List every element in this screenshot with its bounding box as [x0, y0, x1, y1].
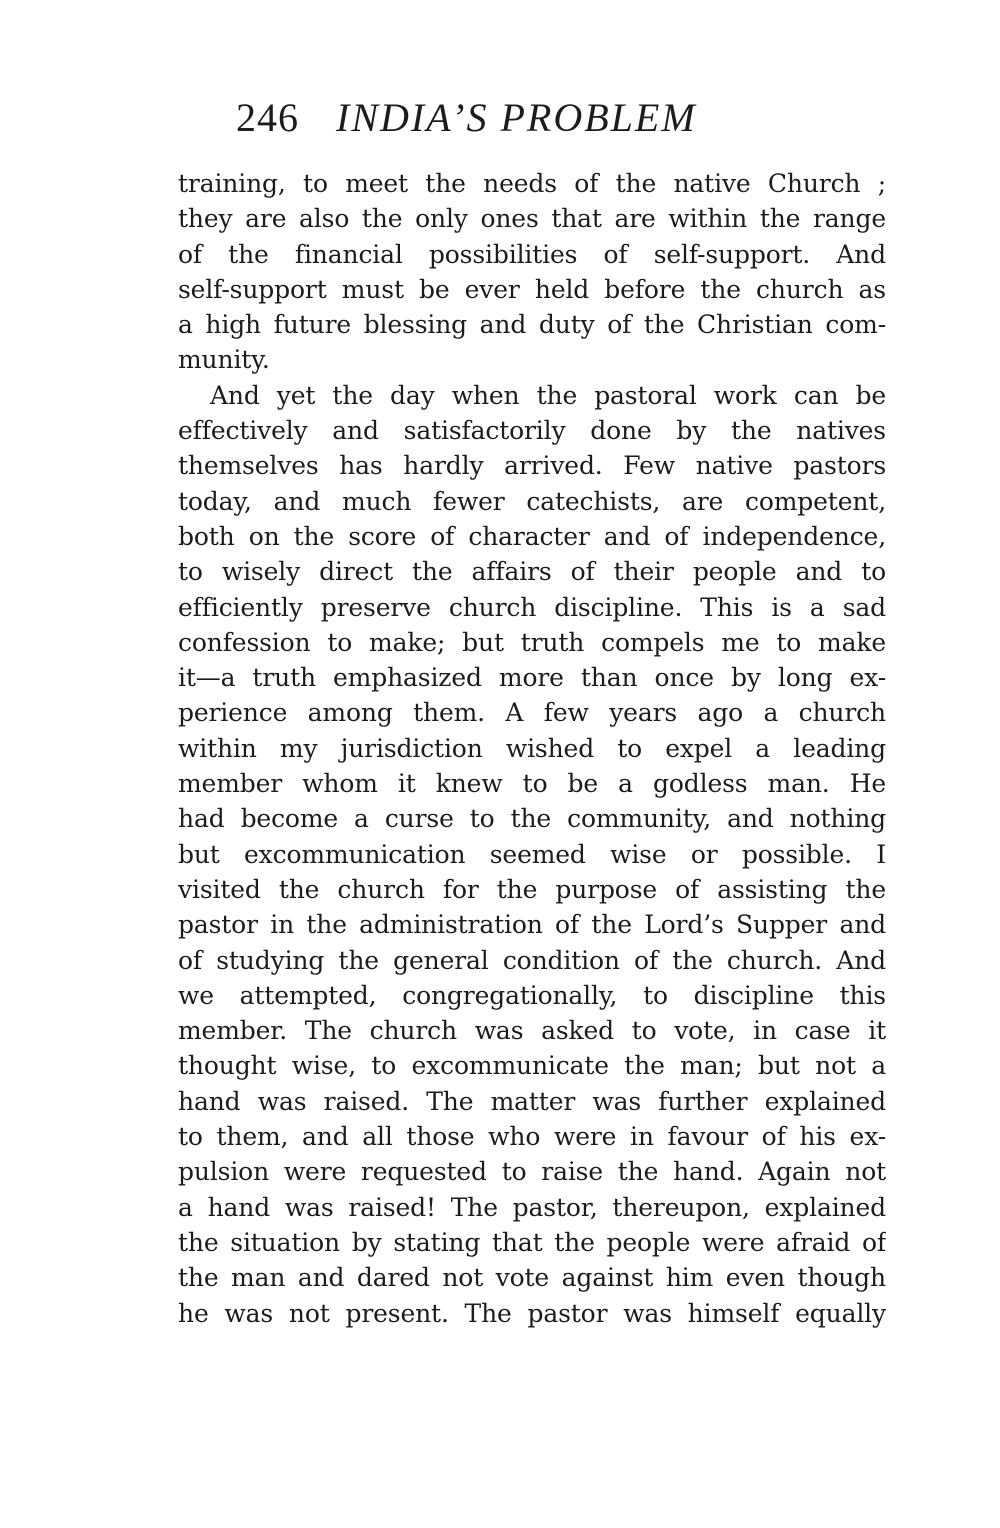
text-line: visited the church for the purpose of assisting the: [178, 874, 886, 904]
paragraph-first-line: And yet the day when the pastoral work can be: [210, 380, 886, 410]
text-line: but excommunication seemed wise or possible. I: [178, 839, 886, 869]
text-line: to them, and all those who were in favour of his ex-: [178, 1122, 886, 1152]
text-line: effectively and satisfactorily done by the natives: [178, 416, 886, 446]
text-line: hand was raised. The matter was further explained: [178, 1086, 886, 1116]
text-line: the man and dared not vote against him even though: [178, 1263, 886, 1293]
text-line: confession to make; but truth compels me to make: [178, 627, 886, 657]
text-line: thought wise, to excommunicate the man; but not a: [178, 1051, 886, 1081]
text-line: member whom it knew to be a godless man. He: [178, 769, 886, 799]
text-line: self-support must be ever held before the church as: [178, 274, 886, 304]
text-line: it—a truth emphasized more than once by long ex-: [178, 663, 886, 693]
text-line: today, and much fewer catechists, are competent,: [178, 486, 886, 516]
text-line: we attempted, congregationally, to discipline this: [178, 980, 886, 1010]
text-line: perience among them. A few years ago a church: [178, 698, 886, 728]
text-line: themselves has hardly arrived. Few native pastors: [178, 451, 886, 481]
text-line: a hand was raised! The pastor, thereupon, explained: [178, 1192, 886, 1222]
text-line: member. The church was asked to vote, in case it: [178, 1016, 886, 1046]
running-title: INDIA’S PROBLEM: [336, 95, 697, 140]
text-line: of the financial possibilities of self-support. And: [178, 239, 886, 269]
text-line: had become a curse to the community, and nothing: [178, 804, 886, 834]
text-line: efficiently preserve church discipline. This is a sad: [178, 592, 886, 622]
text-line: within my jurisdiction wished to expel a leading: [178, 733, 886, 763]
body-text: [178, 166, 886, 1331]
text-line: munity.: [178, 345, 270, 375]
text-line: to wisely direct the affairs of their people and to: [178, 557, 886, 587]
text-line: they are also the only ones that are within the range: [178, 204, 886, 234]
text-line: a high future blessing and duty of the Christian com-: [178, 310, 886, 340]
text-line: of studying the general condition of the church. And: [178, 945, 886, 975]
text-line: he was not present. The pastor was himself equally: [178, 1298, 886, 1328]
text-line: training, to meet the needs of the native Church ;: [178, 169, 886, 198]
text-line: pastor in the administration of the Lord’s Supper and: [178, 910, 886, 940]
page-number: 246: [236, 95, 299, 140]
text-line: the situation by stating that the people were afraid of: [178, 1227, 886, 1257]
text-line: pulsion were requested to raise the hand. Again not: [178, 1157, 886, 1187]
text-line: both on the score of character and of independence,: [178, 521, 886, 551]
running-head: [236, 88, 697, 148]
